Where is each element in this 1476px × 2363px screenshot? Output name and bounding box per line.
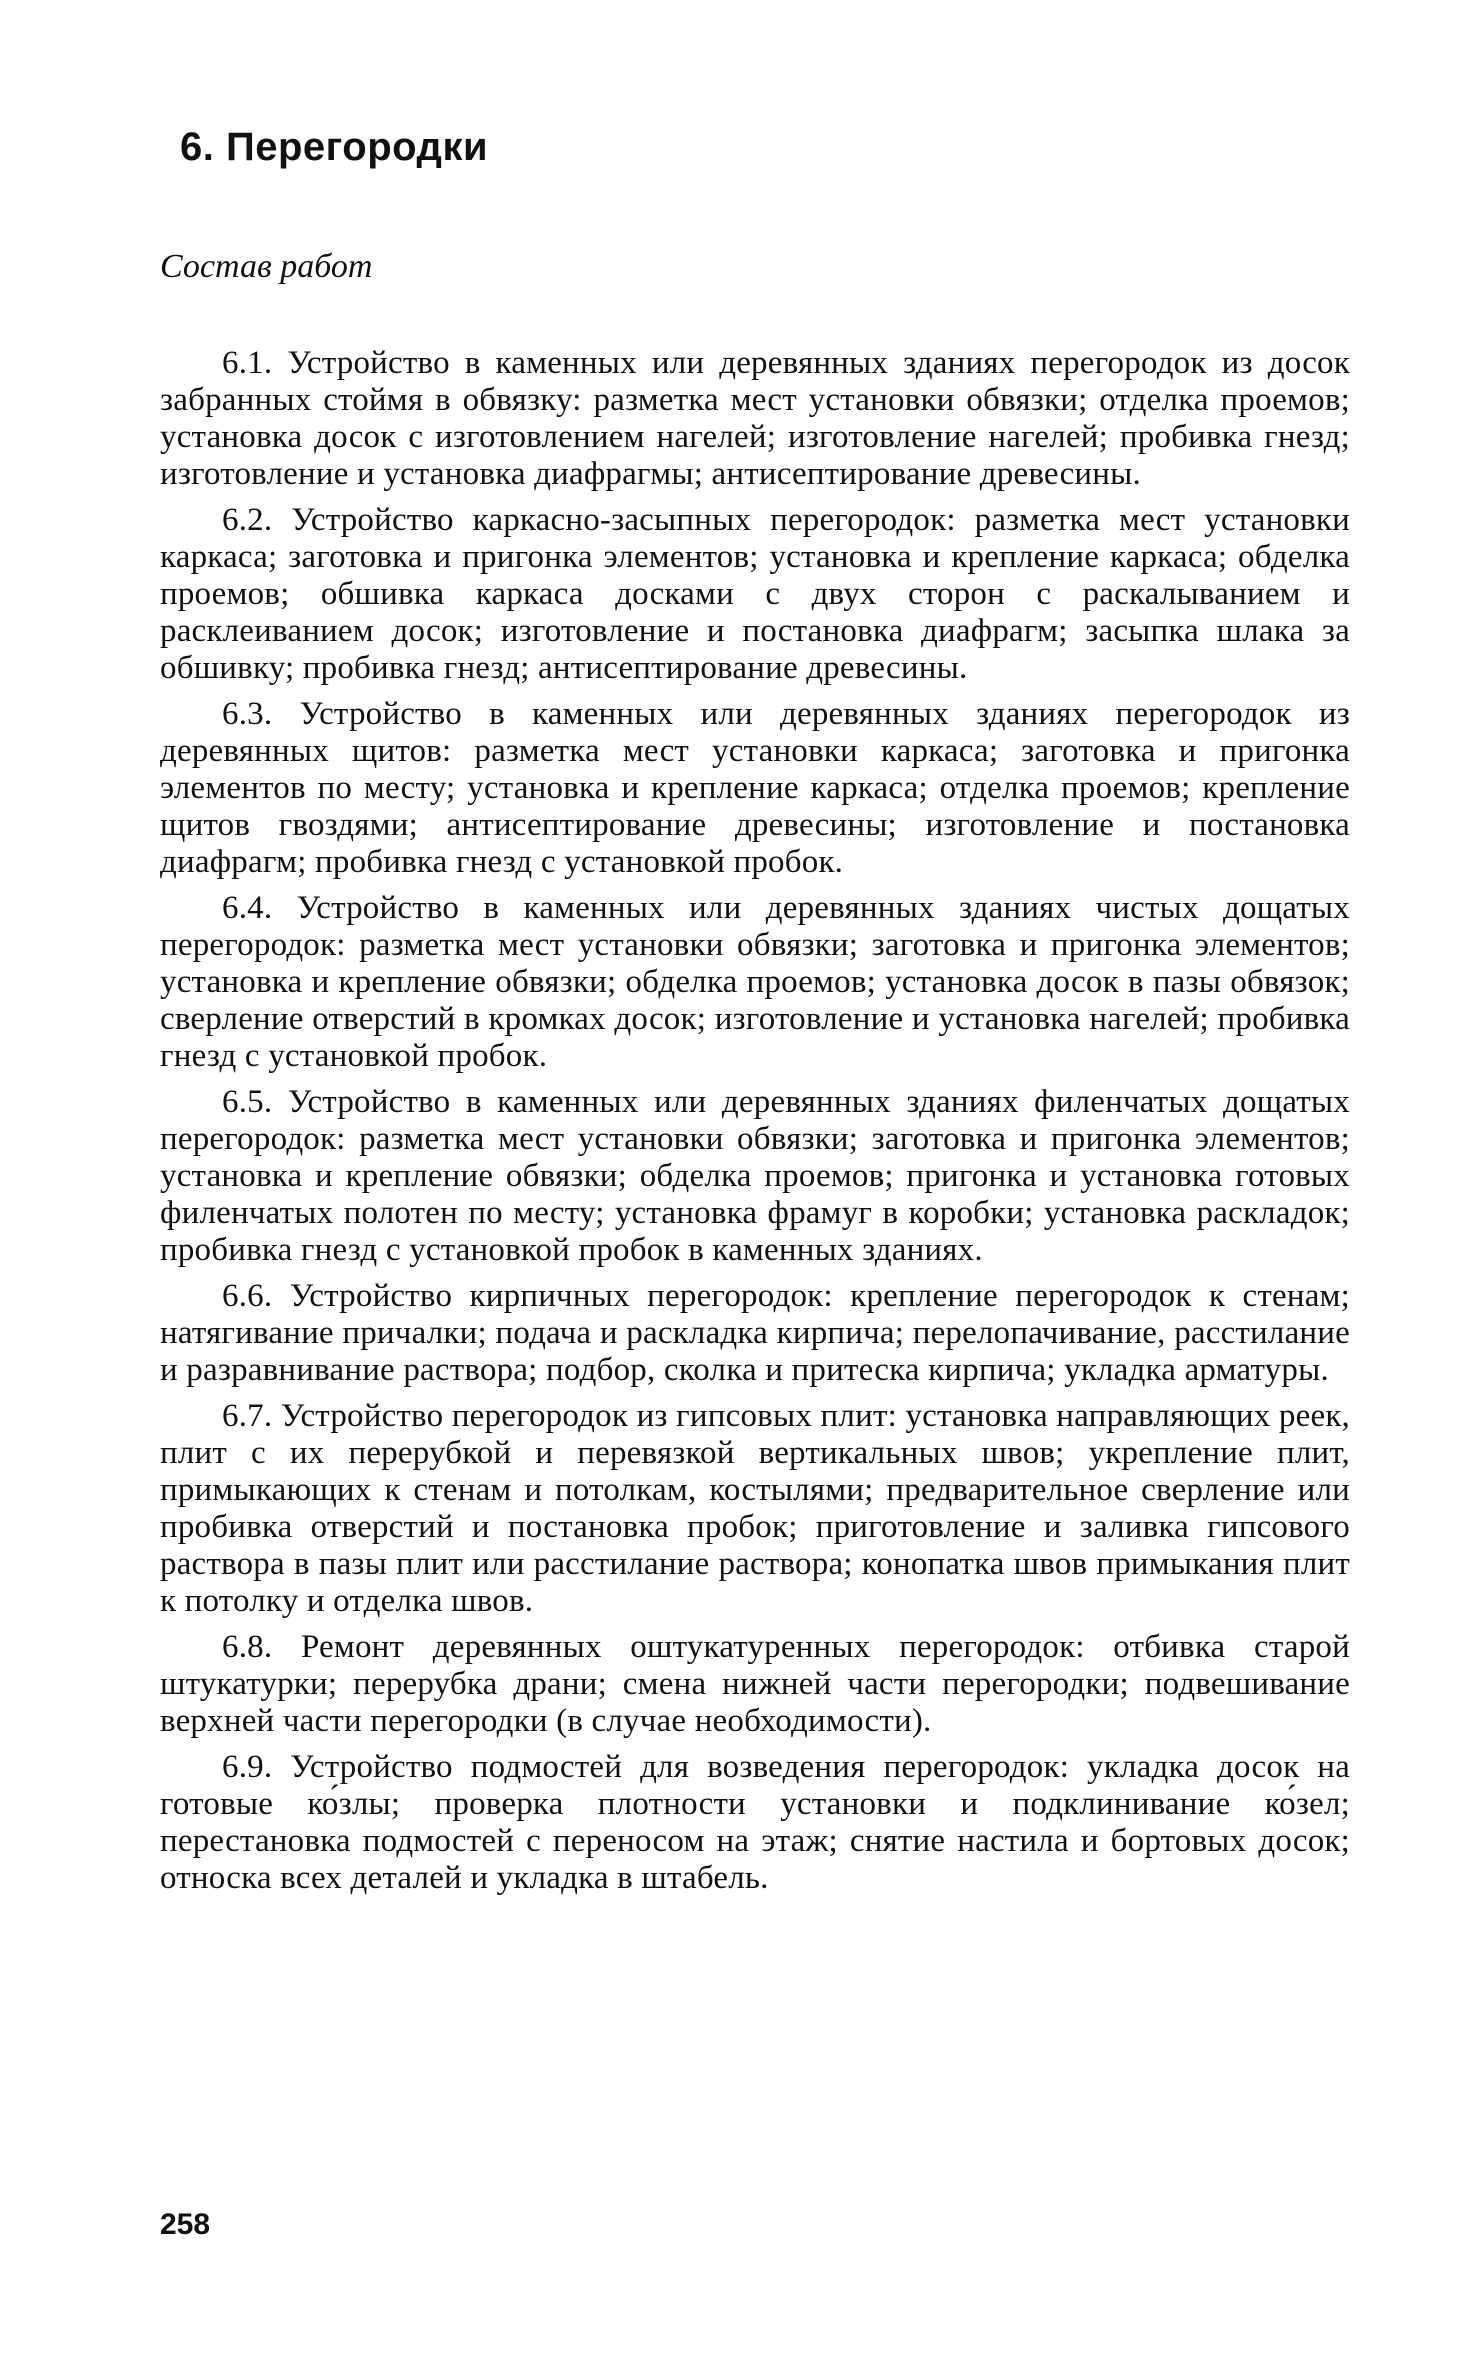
paragraph-6-6 <box>160 1278 1350 1389</box>
body-text <box>160 345 1350 1906</box>
paragraph-number: 6.2. <box>222 502 273 538</box>
paragraph-6-2 <box>160 502 1350 687</box>
section-subtitle: Состав работ <box>160 248 373 285</box>
paragraph-text: Устройство в каменных или деревянных зданиях перегородок из деревянных щитов: разметка мест установки каркаса; заготовка и пригонка элементов по месту; установка и крепление каркаса; отделка проемов; крепление щитов гвоздями; антисептирование древесины; изготовление и постановка диафрагм; пробивка гнезд с установкой пробок. <box>160 696 1350 880</box>
paragraph-number: 6.3. <box>222 696 273 732</box>
paragraph-text: Устройство каркасно-засыпных перегородок: разметка мест установки каркаса; заготовка и пригонка элементов; установка и крепление каркаса; обделка проемов; обшивка каркаса досками с двух сторон с раскалыванием и расклеиванием досок; изготовление и постановка диафрагм; засыпка шлака за обшивку; пробивка гнезд; антисептирование древесины. <box>160 502 1351 686</box>
paragraph-number: 6.4. <box>222 890 273 926</box>
paragraph-text: Устройство подмостей для возведения перегородок: укладка досок на готовые ко́злы; проверка плотности установки и подклинивание ко́зел; перестановка подмостей с переносом на этаж; снятие настила и бортовых досок; относка всех деталей и укладка в штабель. <box>160 1749 1351 1896</box>
paragraph-6-8 <box>160 1629 1350 1740</box>
paragraph-text: Устройство перегородок из гипсовых плит: установка направляющих реек, плит с их перерубкой и перевязкой вертикальных швов; укрепление плит, примыкающих к стенам и потолкам, костылями; предварительное сверление или пробивка отверстий и постановка пробок; приготовление и заливка гипсового раствора в пазы плит или расстилание раствора; конопатка швов примыкания плит к потолку и отделка швов. <box>160 1398 1350 1619</box>
paragraph-number: 6.5. <box>222 1084 273 1120</box>
paragraph-number: 6.8. <box>222 1629 273 1665</box>
paragraph-number: 6.9. <box>222 1749 273 1785</box>
paragraph-number: 6.6. <box>222 1278 273 1314</box>
section-title: 6. Перегородки <box>180 125 489 169</box>
paragraph-text: Устройство в каменных или деревянных зданиях филенчатых дощатых перегородок: разметка мест установки обвязки; заготовка и пригонка элементов; установка и крепление обвязки; обделка проемов; пригонка и установка готовых филенчатых полотен по месту; установка фрамуг в коробки; установка раскладок; пробивка гнезд с установкой пробок в каменных зданиях. <box>160 1084 1351 1268</box>
paragraph-text: Устройство в каменных или деревянных зданиях перегородок из досок забранных стоймя в обвязку: разметка мест установки обвязки; отделка проемов; установка досок с изготовлением нагелей; изготовление нагелей; пробивка гнезд; изготовление и установка диафрагмы; антисептирование древесины. <box>160 345 1350 492</box>
paragraph-6-5 <box>160 1084 1350 1269</box>
paragraph-text: Устройство кирпичных перегородок: крепление перегородок к стенам; натягивание причалки; подача и раскладка кирпича; перелопачивание, расстилание и разравнивание раствора; подбор, сколка и притеска кирпича; укладка арматуры. <box>160 1278 1350 1388</box>
paragraph-text: Ремонт деревянных оштукатуренных перегородок: отбивка старой штукатурки; перерубка драни; смена нижней части перегородки; подвешивание верхней части перегородки (в случае необходимости). <box>160 1629 1350 1739</box>
paragraph-6-1 <box>160 345 1350 493</box>
page-number: 258 <box>160 2208 211 2241</box>
paragraph-number: 6.1. <box>222 345 273 381</box>
paragraph-6-4 <box>160 890 1350 1075</box>
paragraph-text: Устройство в каменных или деревянных зданиях чистых дощатых перегородок: разметка мест установки обвязки; заготовка и пригонка элементов; установка и крепление обвязки; обделка проемов; установка досок в пазы обвязок; сверление отверстий в кромках досок; изготовление и установка нагелей; пробивка гнезд с установкой пробок. <box>160 890 1350 1074</box>
paragraph-6-9 <box>160 1749 1350 1897</box>
paragraph-6-3 <box>160 696 1350 881</box>
paragraph-number: 6.7. <box>222 1398 273 1434</box>
paragraph-6-7 <box>160 1398 1350 1620</box>
